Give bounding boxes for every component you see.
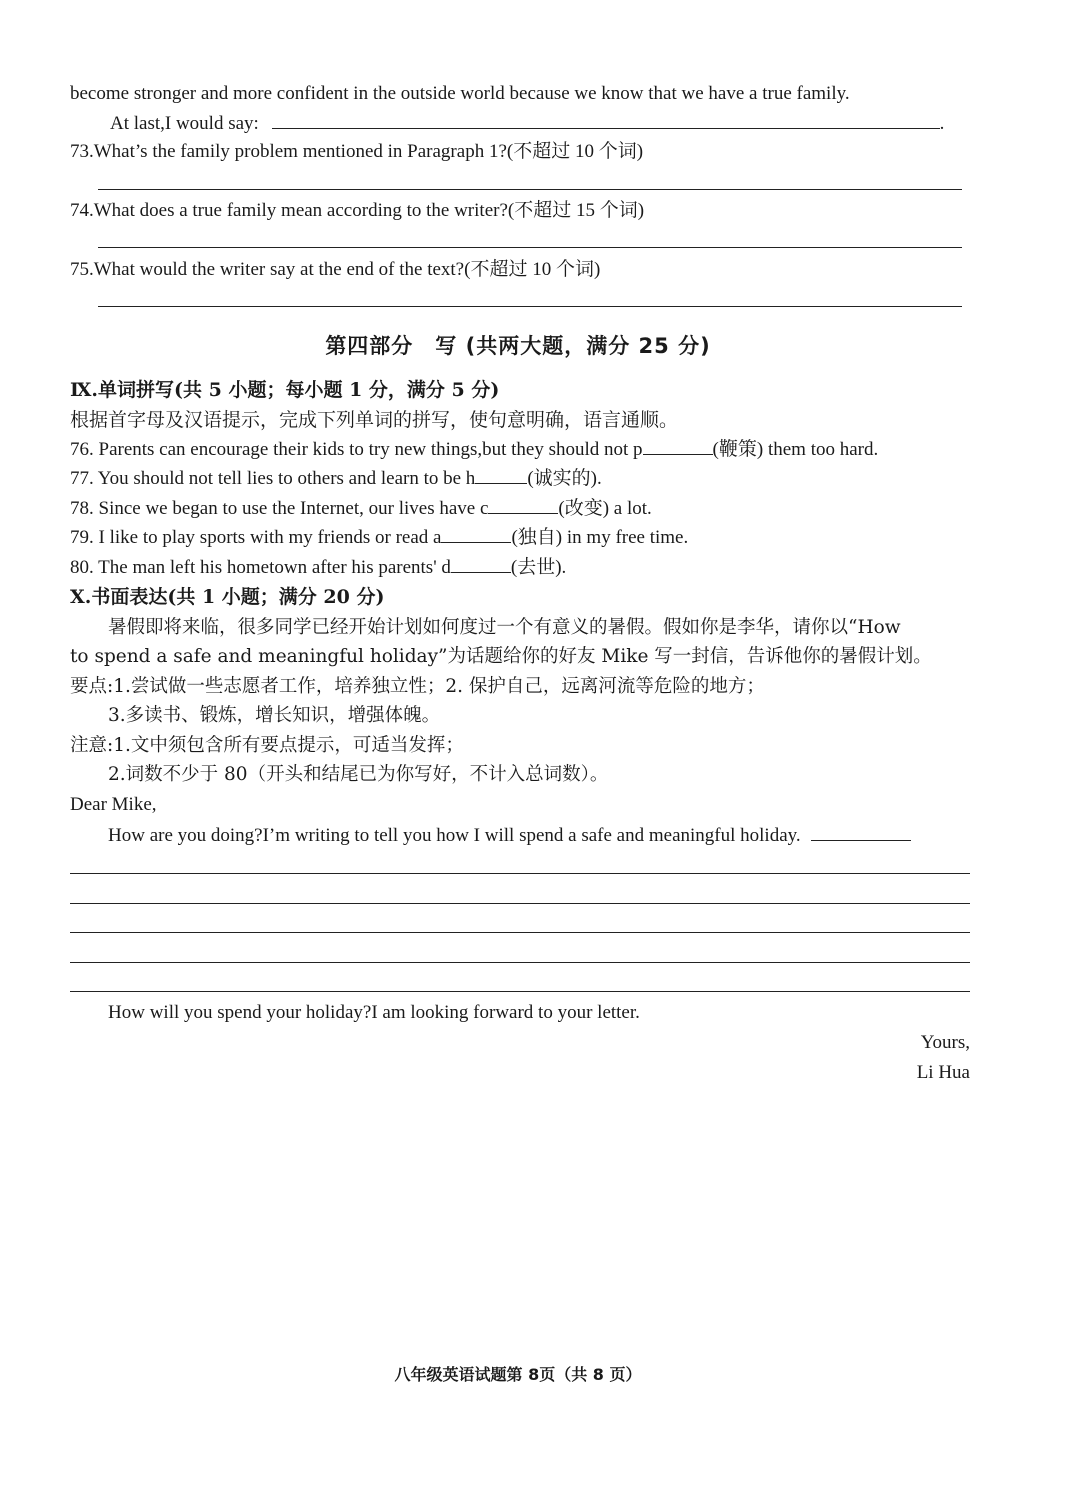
item-77-hint: (诚实的). xyxy=(527,468,602,489)
writing-notes-line-2: 2.词数不少于 80（开头和结尾已为你写好，不计入总词数）。 xyxy=(108,764,609,785)
spelling-item-77 xyxy=(70,467,602,491)
section-10-heading: Ⅹ.书面表达(共 1 小题；满分 20 分) xyxy=(70,586,385,608)
letter-opening xyxy=(108,824,911,848)
question-75: 75.What would the writer say at the end of the text?(不超过 10 个词) xyxy=(70,259,601,280)
item-79-blank[interactable] xyxy=(441,526,511,543)
letter-greeting: Dear Mike, xyxy=(70,794,157,815)
page-footer: 八年级英语试题第 8页（共 8 页） xyxy=(394,1365,642,1384)
writing-notes-line-1: 注意:1.文中须包含所有要点提示，可适当发挥； xyxy=(70,735,464,756)
letter-signoff: Yours, xyxy=(920,1032,970,1053)
item-78-text: 78. Since we began to use the Internet, our lives have c xyxy=(70,498,489,519)
passage-continuation: become stronger and more confident in the outside world because we know that we have a true family. xyxy=(70,83,850,104)
section-9-heading: Ⅸ.单词拼写(共 5 小题；每小题 1 分，满分 5 分) xyxy=(70,379,500,401)
writing-prompt-line-2: to spend a safe and meaningful holiday”为话题给你的好友 Mike 写一封信，告诉他你的暑假计划。 xyxy=(70,646,932,667)
writing-line-3[interactable] xyxy=(70,932,970,933)
writing-points-line-2: 3.多读书、锻炼，增长知识，增强体魄。 xyxy=(108,705,441,726)
writing-line-2[interactable] xyxy=(70,903,970,904)
at-last-answer-blank[interactable] xyxy=(272,112,940,129)
spelling-item-79 xyxy=(70,526,688,550)
spelling-item-76 xyxy=(70,438,878,462)
item-76-hint: (鞭策) them too hard. xyxy=(712,439,879,460)
answer-line-73[interactable] xyxy=(98,189,962,190)
section-9-instruction: 根据首字母及汉语提示，完成下列单词的拼写，使句意明确，语言通顺。 xyxy=(70,409,679,431)
item-80-text: 80. The man left his hometown after his parents' d xyxy=(70,557,451,578)
letter-signature: Li Hua xyxy=(916,1062,970,1083)
letter-opening-text: How are you doing?I’m writing to tell you how I will spend a safe and meaningful holiday. xyxy=(108,825,801,846)
spelling-item-80 xyxy=(70,556,566,580)
at-last-line xyxy=(110,112,944,136)
writing-prompt-line-1: 暑假即将来临，很多同学已经开始计划如何度过一个有意义的暑假。假如你是李华，请你以“How xyxy=(108,617,901,638)
question-73: 73.What’s the family problem mentioned in Paragraph 1?(不超过 10 个词) xyxy=(70,141,644,162)
item-80-blank[interactable] xyxy=(451,556,511,573)
answer-line-74[interactable] xyxy=(98,247,962,248)
writing-points-line-1: 要点:1.尝试做一些志愿者工作，培养独立性；2. 保护自己，远离河流等危险的地方； xyxy=(70,676,765,697)
at-last-label: At last,I would say: xyxy=(110,113,259,134)
spelling-item-78 xyxy=(70,497,652,521)
item-78-blank[interactable] xyxy=(488,497,558,514)
question-74: 74.What does a true family mean according to the writer?(不超过 15 个词) xyxy=(70,200,645,221)
at-last-period: . xyxy=(939,113,945,134)
letter-closing: How will you spend your holiday?I am looking forward to your letter. xyxy=(108,1002,640,1023)
part-four-title: 第四部分 写 (共两大题，满分 25 分) xyxy=(325,334,711,358)
item-79-hint: (独自) in my free time. xyxy=(511,527,689,548)
writing-line-4[interactable] xyxy=(70,962,970,963)
letter-opening-blank[interactable] xyxy=(811,824,911,841)
item-79-text: 79. I like to play sports with my friends or read a xyxy=(70,527,442,548)
writing-line-1[interactable] xyxy=(70,873,970,874)
item-77-blank[interactable] xyxy=(475,467,527,484)
item-77-text: 77. You should not tell lies to others and learn to be h xyxy=(70,468,476,489)
item-80-hint: (去世). xyxy=(510,557,567,578)
writing-line-5[interactable] xyxy=(70,991,970,992)
item-76-text: 76. Parents can encourage their kids to try new things,but they should not p xyxy=(70,439,643,460)
answer-line-75[interactable] xyxy=(98,306,962,307)
item-76-blank[interactable] xyxy=(643,438,713,455)
item-78-hint: (改变) a lot. xyxy=(558,498,652,519)
